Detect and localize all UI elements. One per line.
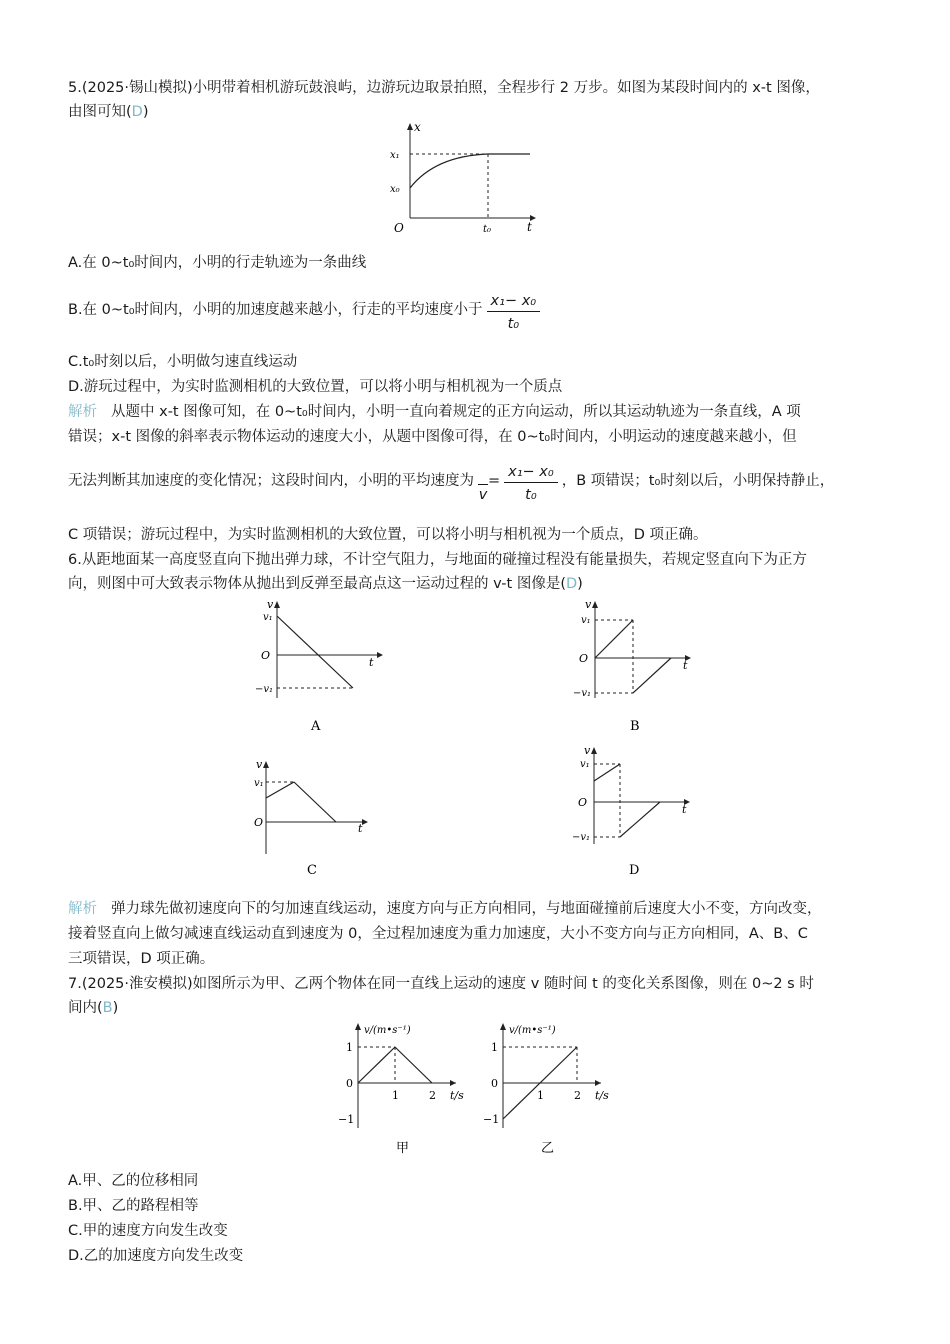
q5-curve bbox=[410, 154, 488, 188]
q6-stem-suffix: ) bbox=[577, 576, 583, 592]
q5-option-b bbox=[68, 291, 544, 334]
q7-stem-suffix: ) bbox=[112, 1000, 119, 1016]
q7-jia-ylabel: v/(m•s⁻¹) bbox=[364, 1025, 411, 1036]
q6-d-caption: D bbox=[629, 863, 640, 878]
q7-jia-xtick-2: 2 bbox=[429, 1089, 436, 1102]
q6-c-caption: C bbox=[307, 863, 317, 878]
q6-a-tick-neg-v1: −v₁ bbox=[255, 684, 274, 695]
q7-answer: B bbox=[102, 1000, 113, 1016]
q6-c-ylabel: v bbox=[256, 758, 263, 771]
q5-answer: D bbox=[131, 104, 143, 120]
q5-option-b-text: B.在 0~t₀时间内，小明的加速度越来越小，行走的平均速度小于 bbox=[68, 302, 483, 318]
q7-yi-xtick-1: 1 bbox=[537, 1089, 544, 1102]
q6-a-ylabel: v bbox=[267, 598, 274, 611]
q5-x-label: t bbox=[527, 220, 532, 234]
q5-stem-suffix: ) bbox=[142, 104, 149, 120]
q5-stem-line1: 5.(2025·锡山模拟)小明带着相机游玩鼓浪屿，边游玩边取景拍照，全程步行 2 万步。如图为某段时间内的 x-t 图像， bbox=[68, 80, 820, 96]
q6-b-ylabel: v bbox=[585, 598, 592, 611]
q6-stem-prefix: 向，则图中可大致表示物体从抛出到反弹至最高点这一运动过程的 v-t 图像是( bbox=[68, 576, 566, 592]
q5-option-d: D.游玩过程中，为实时监测相机的大致位置，可以将小明与相机视为一个质点 bbox=[68, 379, 563, 395]
q7-yi-xtick-2: 2 bbox=[574, 1089, 581, 1102]
q5-explanation-text1: 从题中 x-t 图像可知，在 0~t₀时间内，小明一直向着规定的正方向运动，所以其运动轨迹为一条直线，A 项 bbox=[111, 404, 801, 420]
q6-stem-line1: 6.从距地面某一高度竖直向下抛出弹力球，不计空气阻力，与地面的碰撞过程没有能量损失，若规定竖直向下为正方 bbox=[68, 552, 807, 568]
q5-origin: O bbox=[394, 221, 404, 235]
q5-explanation-denominator: t₀ bbox=[525, 487, 537, 503]
q5-option-a: A.在 0~t₀时间内，小明的行走轨迹为一条曲线 bbox=[68, 255, 367, 271]
q7-yi-ylabel: v/(m•s⁻¹) bbox=[509, 1025, 556, 1036]
q6-b-caption: B bbox=[630, 719, 640, 734]
q6-b-tick-neg-v1: −v₁ bbox=[573, 688, 592, 699]
q7-yi-ytick-0: 0 bbox=[491, 1077, 498, 1090]
q5-explanation-numerator: x₁− x₀ bbox=[504, 462, 558, 483]
q7-jia-ytick-1: 1 bbox=[346, 1041, 353, 1054]
q7-option-d: D.乙的加速度方向发生改变 bbox=[68, 1248, 244, 1264]
q7-jia-ytick-neg1: −1 bbox=[338, 1113, 355, 1126]
q5-explanation-text3: 无法判断其加速度的变化情况；这段时间内，小明的平均速度为 bbox=[68, 473, 474, 489]
q5-tick-x0: x₀ bbox=[390, 184, 400, 195]
q6-explanation-text1: 弹力球先做初速度向下的匀加速直线运动，速度方向与正方向相同，与地面碰撞前后速度大小不变，方向改变， bbox=[111, 901, 822, 917]
q7-graph-yi bbox=[483, 1020, 623, 1160]
q6-stem-line2 bbox=[68, 574, 583, 594]
q5-xt-graph bbox=[380, 118, 540, 236]
q6-answer: D bbox=[565, 576, 578, 592]
q7-option-c: C.甲的速度方向发生改变 bbox=[68, 1223, 228, 1239]
q5-stem-line2 bbox=[68, 102, 149, 122]
q6-graph-c bbox=[244, 758, 384, 882]
q7-jia-caption: 甲 bbox=[396, 1141, 410, 1156]
q7-jia-ytick-0: 0 bbox=[346, 1077, 353, 1090]
q7-graph-jia bbox=[338, 1020, 478, 1160]
q5-explanation-line3 bbox=[68, 462, 834, 505]
q6-d-origin: O bbox=[578, 796, 588, 809]
q5-explanation-tag: 解析 bbox=[68, 404, 97, 420]
q7-yi-ytick-1: 1 bbox=[491, 1041, 498, 1054]
q5-stem-prefix: 由图可知( bbox=[68, 104, 132, 120]
q7-option-b: B.甲、乙的路程相等 bbox=[68, 1198, 199, 1214]
q5-explanation-line4: C 项错误；游玩过程中，为实时监测相机的大致位置，可以将小明与相机视为一个质点，D 项正确。 bbox=[68, 527, 708, 543]
q5-vbar: v bbox=[478, 482, 488, 505]
q5-option-c: C.t₀时刻以后，小明做匀速直线运动 bbox=[68, 354, 298, 370]
q6-a-caption: A bbox=[311, 719, 321, 734]
q6-c-tick-v1: v₁ bbox=[254, 778, 264, 789]
q7-jia-xlabel: t/s bbox=[450, 1089, 464, 1102]
q6-explanation-tag: 解析 bbox=[68, 901, 97, 917]
q5-tick-x1: x₁ bbox=[390, 150, 400, 161]
q7-stem-line1: 7.(2025·淮安模拟)如图所示为甲、乙两个物体在同一直线上运动的速度 v 随时间 t 的变化关系图像，则在 0~2 s 时 bbox=[68, 976, 814, 992]
q5-explanation-line1 bbox=[68, 402, 801, 422]
q7-stem-prefix: 间内( bbox=[68, 1000, 103, 1016]
q6-explanation-line1 bbox=[68, 899, 822, 919]
q5-explanation-equals: = bbox=[488, 473, 501, 489]
q6-a-tick-v1: v₁ bbox=[263, 612, 273, 623]
q5-option-b-numerator: x₁− x₀ bbox=[487, 291, 541, 312]
q6-d-xlabel: t bbox=[682, 803, 687, 816]
q6-graph-b bbox=[573, 598, 703, 738]
q6-explanation-line2: 接着竖直向上做匀减速直线运动直到速度为 0，全过程加速度为重力加速度，大小不变方向与正方向相同，A、B、C bbox=[68, 926, 808, 942]
q5-y-label: x bbox=[414, 120, 421, 134]
q6-d-ylabel: v bbox=[584, 744, 591, 757]
q5-explanation-line2: 错误；x-t 图像的斜率表示物体运动的速度大小，从题中图像可得，在 0~t₀时间内，小明运动的速度越来越小，但 bbox=[68, 429, 797, 445]
q6-c-xlabel: t bbox=[358, 822, 363, 835]
q5-tick-t0: t₀ bbox=[483, 224, 492, 235]
q6-graph-d bbox=[572, 744, 702, 884]
q6-a-xlabel: t bbox=[369, 656, 374, 669]
q6-b-tick-v1: v₁ bbox=[581, 615, 591, 626]
q7-yi-ytick-neg1: −1 bbox=[483, 1113, 500, 1126]
q6-d-tick-neg-v1: −v₁ bbox=[572, 832, 591, 843]
q7-stem-line2 bbox=[68, 998, 118, 1018]
q5-explanation-fraction bbox=[504, 462, 558, 505]
q6-a-origin: O bbox=[261, 649, 271, 662]
q6-d-tick-v1: v₁ bbox=[580, 759, 590, 770]
q6-b-xlabel: t bbox=[683, 659, 688, 672]
q5-option-b-denominator: t₀ bbox=[507, 316, 520, 332]
q7-yi-caption: 乙 bbox=[541, 1141, 555, 1156]
q6-graph-a bbox=[255, 598, 395, 738]
q6-explanation-line3: 三项错误，D 项正确。 bbox=[68, 951, 215, 967]
q6-b-origin: O bbox=[579, 652, 589, 665]
q5-option-b-fraction bbox=[487, 291, 541, 334]
q5-explanation-text3b: ，B 项错误；t₀时刻以后，小明保持静止， bbox=[561, 473, 835, 489]
q6-c-origin: O bbox=[254, 816, 264, 829]
q7-option-a: A.甲、乙的位移相同 bbox=[68, 1173, 199, 1189]
q7-yi-xlabel: t/s bbox=[595, 1089, 609, 1102]
q7-jia-xtick-1: 1 bbox=[392, 1089, 399, 1102]
